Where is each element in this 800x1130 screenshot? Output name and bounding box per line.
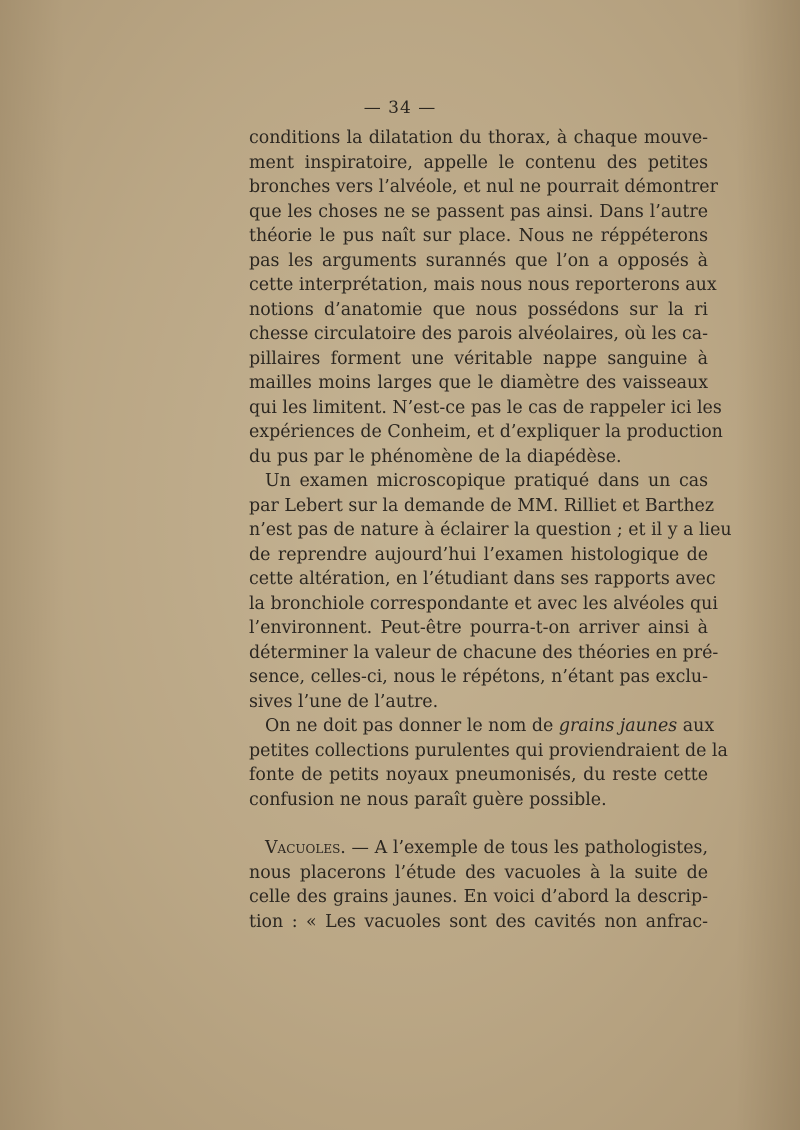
text-line: du pus par le phénomène de la diapédèse. xyxy=(249,446,622,467)
text-line: chesse circulatoire des parois alvéolaires, où les ca- xyxy=(249,324,708,344)
text-line: nous placerons l’étude des vacuoles à la suite de xyxy=(249,862,708,883)
text-line: sence, celles-ci, nous le répétons, n’étant pas exclu- xyxy=(249,667,708,687)
text-line: pillaires forment une véritable nappe sanguine à xyxy=(249,348,708,369)
text-line: ment inspiratoire, appelle le contenu des petites xyxy=(249,152,708,173)
text-line: déterminer la valeur de chacune des théories en pré- xyxy=(249,642,719,663)
text-line: fonte de petits noyaux pneumonisés, du reste cette xyxy=(249,765,708,785)
text-line: celle des grains jaunes. En voici d’abord la descrip- xyxy=(249,887,708,907)
page-number: — 34 — xyxy=(363,98,437,118)
text-line: Un examen microscopique pratiqué dans un cas xyxy=(265,471,708,491)
paragraph-4 xyxy=(249,836,708,934)
text-line: mailles moins larges que le diamètre des vaisseaux xyxy=(249,373,708,393)
text-line: bronches vers l’alvéole, et nul ne pourrait démontrer xyxy=(249,177,718,197)
text-run: — A l’exemple de tous les pathologistes, xyxy=(345,838,708,858)
text-line: tion : « Les vacuoles sont des cavités non anfrac- xyxy=(249,911,708,932)
text-line: sives l’une de l’autre. xyxy=(249,691,439,712)
text-line: cette interprétation, mais nous nous reporterons aux xyxy=(249,275,717,295)
text-line: conditions la dilatation du thorax, à chaque mouve- xyxy=(249,128,708,148)
text-line: n’est pas de nature à éclairer la question ; et il y a lieu xyxy=(249,520,732,540)
text-line: expériences de Conheim, et d’expliquer la production xyxy=(249,422,723,442)
text-line: confusion ne nous paraît guère possible. xyxy=(249,789,607,810)
text-line: que les choses ne se passent pas ainsi. Dans l’autre xyxy=(249,201,708,222)
paragraph-1 xyxy=(249,126,723,469)
text-line: par Lebert sur la demande de MM. Rilliet et Barthez xyxy=(249,495,714,516)
paragraph-gap xyxy=(249,812,708,836)
section-heading: Vacuoles. xyxy=(265,838,346,858)
text-line xyxy=(249,836,708,861)
text-line xyxy=(249,714,715,739)
paragraph-3 xyxy=(249,714,728,812)
paragraph-2 xyxy=(249,469,732,714)
text-line: qui les limitent. N’est-ce pas le cas de rappeler ici les xyxy=(249,397,722,418)
text-run: aux xyxy=(677,716,715,736)
italic-term: grains jaunes xyxy=(558,716,678,736)
text-line: notions d’anatomie que nous possédons sur la ri xyxy=(249,299,708,320)
text-line: petites collections purulentes qui proviendraient de la xyxy=(249,740,728,761)
text-line: cette altération, en l’étudiant dans ses rapports avec xyxy=(249,569,716,589)
text-line: l’environnent. Peut-être pourra-t-on arriver ainsi à xyxy=(249,618,708,638)
text-run: On ne doit pas donner le nom de xyxy=(265,716,559,736)
body-text xyxy=(249,126,732,934)
text-line: de reprendre aujourd’hui l’examen histologique de xyxy=(249,544,708,565)
text-line: pas les arguments surannés que l’on a opposés à xyxy=(249,250,708,271)
text-line: théorie le pus naît sur place. Nous ne réppéterons xyxy=(249,226,708,246)
text-line: la bronchiole correspondante et avec les alvéoles qui xyxy=(249,593,718,614)
